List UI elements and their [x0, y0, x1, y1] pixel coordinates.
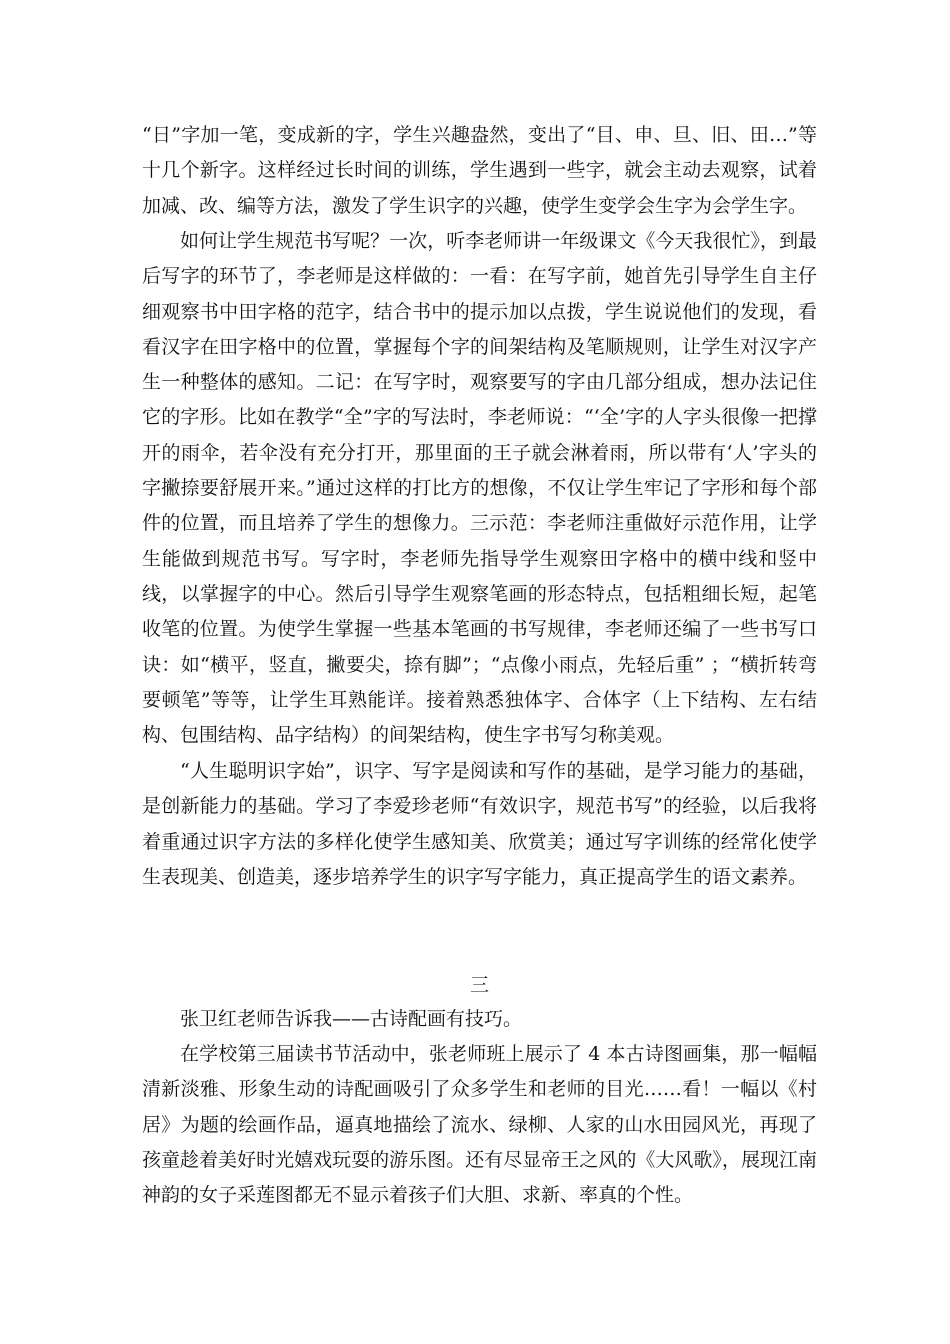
body-paragraph: 在学校第三届读书节活动中，张老师班上展示了 4 本古诗图画集，那一幅幅清新淡雅、形象生动的诗配画吸引了众多学生和老师的目光……看！一幅以《村居》为题的绘画作品，逼真地描绘了流水、绿柳、人家的山水田园风光，再现了孩童趁着美好时光嬉戏玩耍的游乐图。还有尽显帝王之风的《大风歌》，展现江南神韵的女子采莲图都无不显示着孩子们大胆、求新、率真的个性。 [142, 1043, 817, 1207]
body-paragraph: “人生聪明识字始”，识字、写字是阅读和写作的基础，是学习能力的基础，是创新能力的基础。学习了李爱珍老师“有效识字，规范书写”的经验，以后我将着重通过识字方法的多样化使学生感知美、欣赏美；通过写字训练的经常化使学生表现美、创造美，逐步培养学生的识字写字能力，真正提高学生的语文素养。 [142, 760, 817, 888]
body-paragraph: 如何让学生规范书写呢？一次，听李老师讲一年级课文《今天我很忙》，到最后写字的环节了，李老师是这样做的：一看：在写字前，她首先引导学生自主仔细观察书中田字格的范字，结合书中的提示加以点拨，学生说说他们的发现，看看汉字在田字格中的位置，掌握每个字的间架结构及笔顺规则，让学生对汉字产生一种整体的感知。二记：在写字时，观察要写的字由几部分组成，想办法记住它的字形。比如在教学“全”字的写法时，李老师说：“‘全’字的人字头很像一把撑开的雨伞，若伞没有充分打开，那里面的王子就会淋着雨，所以带有‘人’字头的字撇捺要舒展开来。”通过这样的打比方的想像，不仅让学生牢记了字形和每个部件的位置，而且培养了学生的想像力。三示范：李老师注重做好示范作用，让学生能做到规范书写。写字时，李老师先指导学生观察田字格中的横中线和竖中线，以掌握字的中心。然后引导学生观察笔画的形态特点，包括粗细长短，起笔收笔的位置。为使学生掌握一些基本笔画的书写规律，李老师还编了一些书写口诀：如“横平，竖直，撇要尖，捺有脚”；“点像小雨点，先轻后重” ；“横折转弯要顿笔”等等，让学生耳熟能详。接着熟悉独体字、合体字（上下结构、左右结构、包围结构、品字结构）的间架结构，使生字书写匀称美观。 [142, 230, 817, 747]
body-paragraph: “日”字加一笔，变成新的字，学生兴趣盎然，变出了“目、申、旦、旧、田…”等十几个新字。这样经过长时间的训练，学生遇到一些字，就会主动去观察，试着加减、改、编等方法，激发了学生识字的兴趣，使学生变学会生字为会学生字。 [142, 124, 817, 217]
section-heading: 张卫红老师告诉我——古诗配画有技巧。 [180, 1008, 523, 1030]
section-number: 三 [469, 974, 489, 996]
